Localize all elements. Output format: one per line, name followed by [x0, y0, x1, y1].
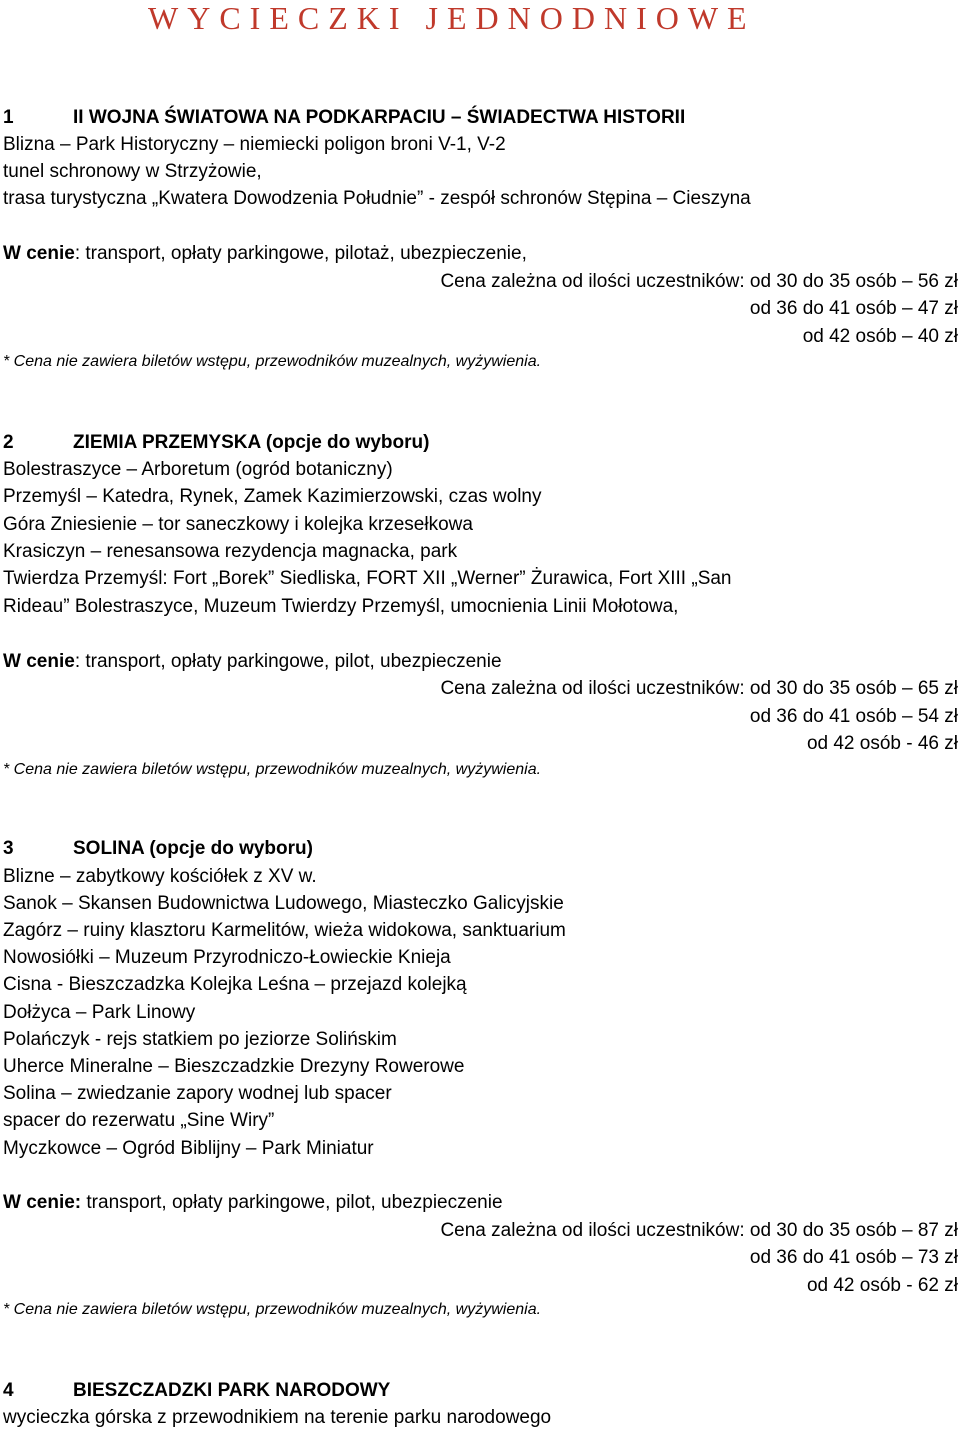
- attraction-line: Blizna – Park Historyczny – niemiecki poligon broni V-1, V-2: [3, 134, 506, 155]
- price-note: * Cena nie zawiera biletów wstępu, przewodników muzealnych, wyżywienia.: [3, 761, 542, 778]
- section-number: 4: [3, 1380, 14, 1401]
- section-number: 2: [3, 432, 14, 453]
- section-title: II WOJNA ŚWIATOWA NA PODKARPACIU – ŚWIADECTWA HISTORII: [73, 107, 686, 128]
- page-title: WYCIECZKI JEDNODNIOWE: [148, 0, 756, 36]
- includes-label: W cenie:: [3, 1192, 82, 1213]
- price-line: Cena zależna od ilości uczestników: od 30 do 35 osób – 65 zł: [440, 678, 958, 699]
- price-line: od 42 osób - 46 zł: [806, 733, 958, 754]
- attraction-line: Przemyśl – Katedra, Rynek, Zamek Kazimierzowski, czas wolny: [3, 486, 542, 507]
- attraction-line: Solina – zwiedzanie zapory wodnej lub spacer: [3, 1083, 392, 1104]
- price-line: od 36 do 41 osób – 73 zł: [749, 1247, 958, 1268]
- section-title: SOLINA (opcje do wyboru): [73, 838, 313, 859]
- includes-line: [3, 651, 502, 673]
- attraction-line: Zagórz – ruiny klasztoru Karmelitów, wieża widokowa, sanktuarium: [3, 920, 566, 941]
- price-line: od 36 do 41 osób – 54 zł: [749, 706, 958, 727]
- price-line: od 36 do 41 osób – 47 zł: [749, 298, 958, 319]
- attraction-line: Myczkowce – Ogród Biblijny – Park Miniatur: [3, 1138, 374, 1159]
- section-title: ZIEMIA PRZEMYSKA (opcje do wyboru): [73, 432, 430, 453]
- section-number: 1: [3, 107, 14, 128]
- attraction-line: Sanok – Skansen Budownictwa Ludowego, Miasteczko Galicyjskie: [3, 893, 564, 914]
- includes-text: : transport, opłaty parkingowe, pilot, ubezpieczenie: [74, 651, 502, 672]
- attraction-line: Blizne – zabytkowy kościółek z XV w.: [3, 866, 317, 887]
- includes-text: transport, opłaty parkingowe, pilot, ubezpieczenie: [81, 1192, 503, 1213]
- section-title: BIESZCZADZKI PARK NARODOWY: [73, 1380, 391, 1401]
- includes-line: [3, 1192, 503, 1214]
- attraction-line: Twierdza Przemyśl: Fort „Borek” Siedliska, FORT XII „Werner” Żurawica, Fort XIII „San: [3, 568, 732, 589]
- price-note: * Cena nie zawiera biletów wstępu, przewodników muzealnych, wyżywienia.: [3, 353, 542, 370]
- includes-text: : transport, opłaty parkingowe, pilotaż, ubezpieczenie,: [74, 243, 527, 264]
- attraction-line: Rideau” Bolestraszyce, Muzeum Twierdzy Przemyśl, umocnienia Linii Mołotowa,: [3, 596, 679, 617]
- price-line: Cena zależna od ilości uczestników: od 30 do 35 osób – 87 zł: [440, 1220, 958, 1241]
- includes-line: [3, 243, 527, 265]
- attraction-line: Góra Zniesienie – tor saneczkowy i kolejka krzesełkowa: [3, 514, 473, 535]
- section-4-heading: [3, 1380, 390, 1402]
- attraction-line: spacer do rezerwatu „Sine Wiry”: [3, 1110, 275, 1131]
- price-line: od 42 osób - 62 zł: [806, 1275, 958, 1296]
- includes-label: W cenie: [3, 243, 75, 264]
- section-2-heading: [3, 432, 429, 454]
- includes-label: W cenie: [3, 651, 75, 672]
- attraction-line: Dołżyca – Park Linowy: [3, 1002, 196, 1023]
- price-line: Cena zależna od ilości uczestników: od 30 do 35 osób – 56 zł: [440, 271, 958, 292]
- attraction-line: Bolestraszyce – Arboretum (ogród botaniczny): [3, 459, 393, 480]
- section-number: 3: [3, 838, 14, 859]
- attraction-line: Nowosiółki – Muzeum Przyrodniczo-Łowieckie Knieja: [3, 947, 451, 968]
- attraction-line: Cisna - Bieszczadzka Kolejka Leśna – przejazd kolejką: [3, 974, 467, 995]
- section-3-heading: [3, 838, 313, 860]
- section-1-heading: [3, 107, 685, 129]
- attraction-line: trasa turystyczna „Kwatera Dowodzenia Południe” - zespół schronów Stępina – Cieszyna: [3, 188, 751, 209]
- price-note: * Cena nie zawiera biletów wstępu, przewodników muzealnych, wyżywienia.: [3, 1301, 542, 1318]
- attraction-line: tunel schronowy w Strzyżowie,: [3, 161, 262, 182]
- attraction-line: Polańczyk - rejs statkiem po jeziorze Solińskim: [3, 1029, 397, 1050]
- price-line: od 42 osób – 40 zł: [802, 326, 958, 347]
- attraction-line: Uherce Mineralne – Bieszczadzkie Drezyny Rowerowe: [3, 1056, 465, 1077]
- attraction-line: wycieczka górska z przewodnikiem na terenie parku narodowego: [3, 1407, 552, 1428]
- attraction-line: Krasiczyn – renesansowa rezydencja magnacka, park: [3, 541, 458, 562]
